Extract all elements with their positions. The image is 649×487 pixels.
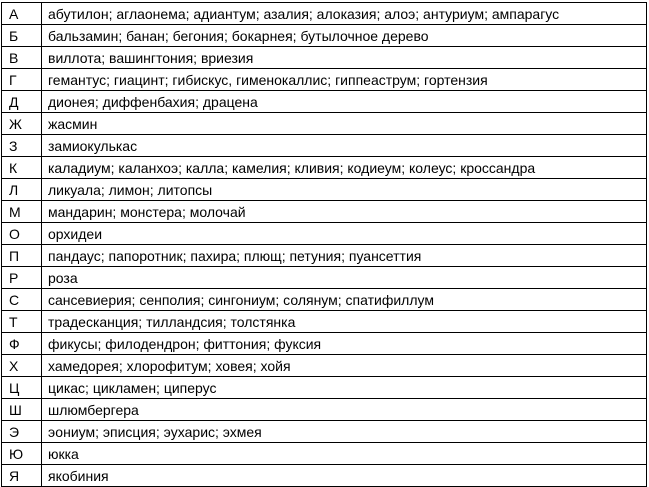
table-row xyxy=(2,289,647,311)
plant-names-cell: сансевиерия; сенполия; сингониум; солянум; спатифиллум xyxy=(42,289,647,311)
plant-names-cell: жасмин xyxy=(42,113,647,135)
plant-names-cell: бальзамин; банан; бегония; бокарнея; бутылочное дерево xyxy=(42,25,647,47)
plant-names-cell: гемантус; гиацинт; гибискус, гименокаллис; гиппеаструм; гортензия xyxy=(42,69,647,91)
table-row xyxy=(2,179,647,201)
plant-names-cell: цикас; цикламен; циперус xyxy=(42,377,647,399)
table-row xyxy=(2,223,647,245)
table-row xyxy=(2,201,647,223)
table-row xyxy=(2,465,647,487)
plant-names-cell: абутилон; аглаонема; адиантум; азалия; алоказия; алоэ; антуриум; ампарагус xyxy=(42,3,647,25)
table-row xyxy=(2,91,647,113)
plant-names-cell: роза xyxy=(42,267,647,289)
plant-names-cell: юкка xyxy=(42,443,647,465)
plant-names-cell: якобиния xyxy=(42,465,647,487)
letter-cell: А xyxy=(2,3,42,25)
plant-names-cell: шлюмбергера xyxy=(42,399,647,421)
letter-cell: Г xyxy=(2,69,42,91)
plant-names-cell: мандарин; монстера; молочай xyxy=(42,201,647,223)
plant-names-cell: ликуала; лимон; литопсы xyxy=(42,179,647,201)
letter-cell: Ц xyxy=(2,377,42,399)
letter-cell: Ж xyxy=(2,113,42,135)
plant-names-cell: фикусы; филодендрон; фиттония; фуксия xyxy=(42,333,647,355)
letter-cell: Т xyxy=(2,311,42,333)
plant-names-cell: хамедорея; хлорофитум; ховея; хойя xyxy=(42,355,647,377)
letter-cell: С xyxy=(2,289,42,311)
letter-cell: В xyxy=(2,47,42,69)
table-row xyxy=(2,3,647,25)
letter-cell: Б xyxy=(2,25,42,47)
table-row xyxy=(2,311,647,333)
letter-cell: М xyxy=(2,201,42,223)
table-row xyxy=(2,377,647,399)
letter-cell: Ф xyxy=(2,333,42,355)
table-row xyxy=(2,267,647,289)
table-row xyxy=(2,25,647,47)
table-row xyxy=(2,157,647,179)
plant-names-cell: виллота; вашингтония; вриезия xyxy=(42,47,647,69)
letter-cell: П xyxy=(2,245,42,267)
plant-names-cell: дионея; диффенбахия; драцена xyxy=(42,91,647,113)
table-body xyxy=(2,3,647,487)
table-row xyxy=(2,421,647,443)
table-row xyxy=(2,399,647,421)
table-row xyxy=(2,245,647,267)
plant-names-cell: пандаус; папоротник; пахира; плющ; петуния; пуансеттия xyxy=(42,245,647,267)
letter-cell: К xyxy=(2,157,42,179)
plant-alphabet-table xyxy=(1,2,647,487)
letter-cell: Х xyxy=(2,355,42,377)
plant-names-cell: каладиум; каланхоэ; калла; камелия; кливия; кодиеум; колеус; кроссандра xyxy=(42,157,647,179)
plant-names-cell: орхидеи xyxy=(42,223,647,245)
letter-cell: Р xyxy=(2,267,42,289)
table-row xyxy=(2,69,647,91)
letter-cell: Л xyxy=(2,179,42,201)
table-row xyxy=(2,113,647,135)
letter-cell: О xyxy=(2,223,42,245)
table-row xyxy=(2,443,647,465)
table-row xyxy=(2,47,647,69)
letter-cell: Я xyxy=(2,465,42,487)
plant-names-cell: замиокулькас xyxy=(42,135,647,157)
letter-cell: Э xyxy=(2,421,42,443)
plant-names-cell: эониум; эписция; эухарис; эхмея xyxy=(42,421,647,443)
plant-names-cell: традесканция; тилландсия; толстянка xyxy=(42,311,647,333)
table-row xyxy=(2,333,647,355)
table-row xyxy=(2,135,647,157)
letter-cell: Ш xyxy=(2,399,42,421)
letter-cell: Д xyxy=(2,91,42,113)
letter-cell: З xyxy=(2,135,42,157)
table-row xyxy=(2,355,647,377)
letter-cell: Ю xyxy=(2,443,42,465)
